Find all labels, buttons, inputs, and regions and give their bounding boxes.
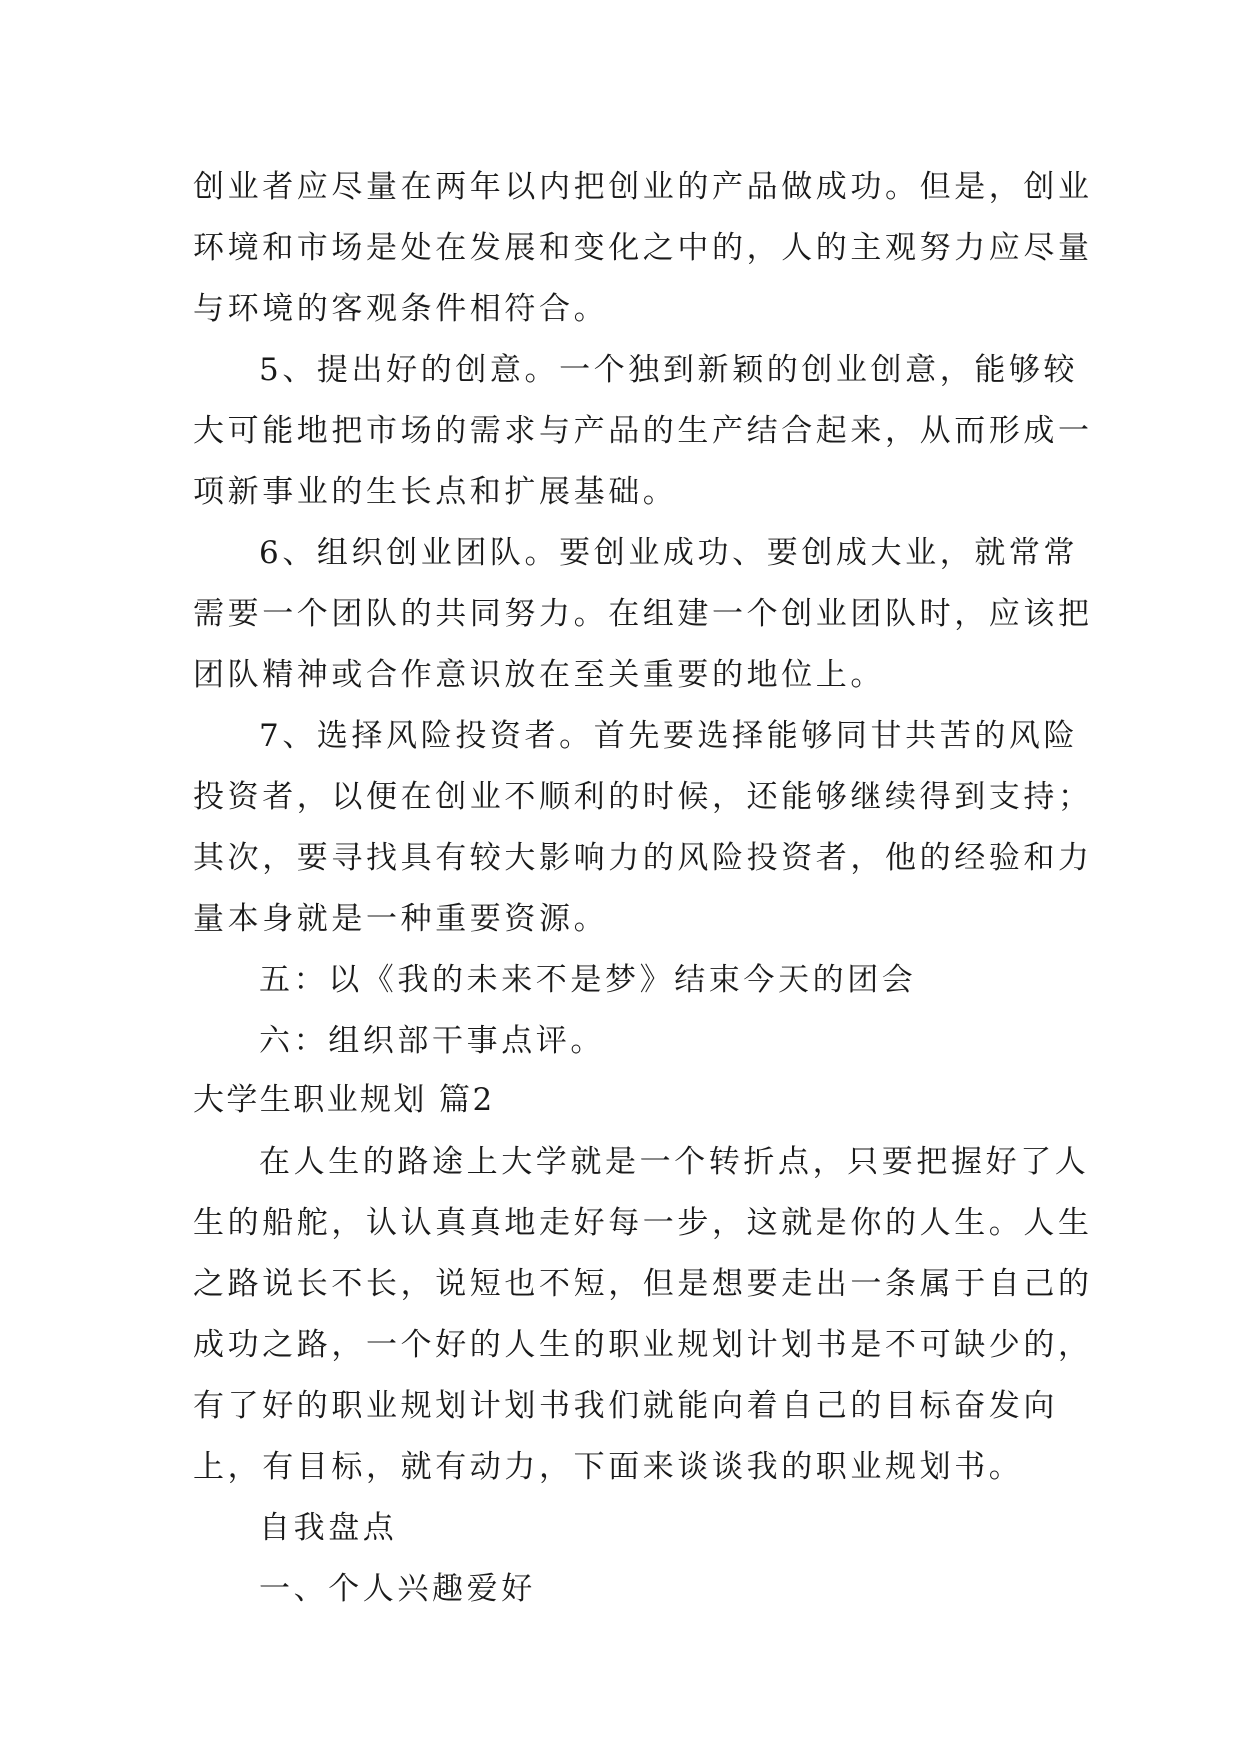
paragraph (193, 523, 1093, 706)
text-line: 6、组织创业团队。要创业成功、要创成大业，就常常 (259, 535, 1079, 571)
text-line: 团队精神或合作意识放在至关重要的地位上。 (193, 657, 885, 693)
text-line: 上，有目标，就有动力，下面来谈谈我的职业规划书。 (193, 1449, 1024, 1485)
text-line: 7、选择风险投资者。首先要选择能够同甘共苦的风险 (259, 718, 1079, 754)
text-line: 项新事业的生长点和扩展基础。 (193, 474, 678, 510)
paragraph: 五：以《我的未来不是梦》结束今天的团会 (259, 962, 917, 998)
paragraph: 自我盘点 (259, 1510, 398, 1546)
paragraph (193, 157, 1093, 340)
text-line: 创业者应尽量在两年以内把创业的产品做成功。但是，创业 (193, 169, 1093, 205)
text-line: 与环境的客观条件相符合。 (193, 291, 609, 327)
document-page (193, 157, 1093, 1620)
paragraph: 一、个人兴趣爱好 (259, 1571, 536, 1607)
paragraph: 六：组织部干事点评。 (259, 1023, 605, 1059)
text-line: 有了好的职业规划计划书我们就能向着自己的目标奋发向 (193, 1388, 1058, 1424)
text-line: 之路说长不长，说短也不短，但是想要走出一条属于自己的 (193, 1266, 1093, 1302)
section-heading: 大学生职业规划 篇2 (193, 1082, 495, 1118)
text-line: 生的船舵，认认真真地走好每一步，这就是你的人生。人生 (193, 1205, 1093, 1241)
text-line: 大可能地把市场的需求与产品的生产结合起来，从而形成一 (193, 413, 1093, 449)
text-line: 投资者，以便在创业不顺利的时候，还能够继续得到支持； (193, 779, 1093, 815)
paragraph (193, 1132, 1093, 1498)
paragraph (193, 706, 1093, 950)
text-line: 在人生的路途上大学就是一个转折点，只要把握好了人 (259, 1144, 1090, 1180)
text-line: 其次，要寻找具有较大影响力的风险投资者，他的经验和力 (193, 840, 1093, 876)
text-line: 5、提出好的创意。一个独到新颖的创业创意，能够较 (259, 352, 1079, 388)
paragraph (193, 340, 1093, 523)
text-line: 量本身就是一种重要资源。 (193, 901, 609, 937)
text-line: 环境和市场是处在发展和变化之中的，人的主观努力应尽量 (193, 230, 1093, 266)
text-line: 成功之路，一个好的人生的职业规划计划书是不可缺少的， (193, 1327, 1093, 1363)
text-line: 需要一个团队的共同努力。在组建一个创业团队时，应该把 (193, 596, 1093, 632)
